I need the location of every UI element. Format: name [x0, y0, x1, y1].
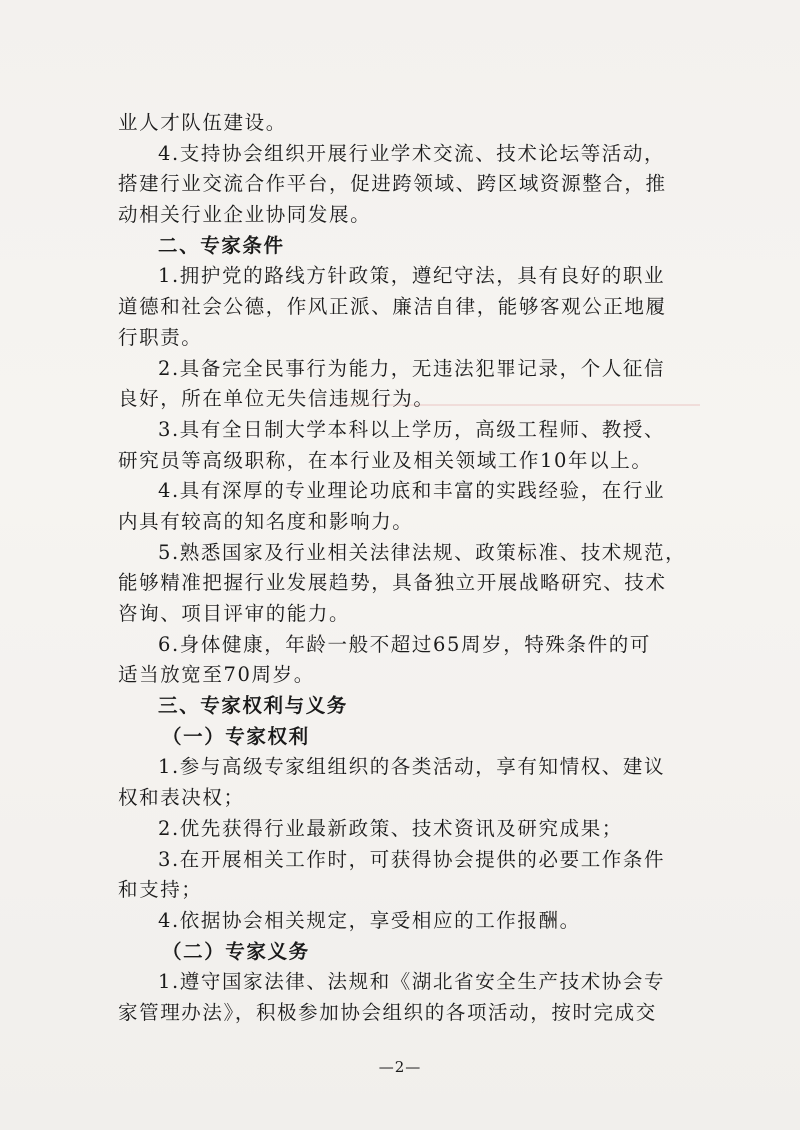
paragraph-continuation-line: 和支持； [118, 878, 203, 902]
paragraph-continuation-line: 搭建行业交流合作平台，促进跨领域、跨区域资源整合，推 [118, 172, 667, 196]
subsection-heading: （一）专家权利 [162, 724, 310, 748]
subsection-heading: （二）专家义务 [162, 939, 310, 963]
paragraph-start-line: 3.在开展相关工作时，可获得协会提供的必要工作条件 [158, 847, 666, 871]
paragraph-continuation-line: 权和表决权； [118, 786, 245, 810]
paragraph-continuation-line: 业人才队伍建设。 [118, 111, 287, 134]
page-number: —2— [378, 1058, 422, 1076]
paragraph-continuation-line: 动相关行业企业协同发展。 [118, 203, 372, 227]
paragraph-continuation-line: 家管理办法》，积极参加协会组织的各项活动，按时完成交 [118, 1000, 657, 1024]
paragraph-continuation-line: 适当放宽至70周岁。 [118, 663, 315, 687]
paragraph-continuation-line: 行职责。 [118, 325, 203, 349]
paragraph-continuation-line: 内具有较高的知名度和影响力。 [118, 509, 414, 533]
document-body [118, 108, 698, 1029]
paragraph-start-line: 1.参与高级专家组组织的各类活动，享有知情权、建议 [158, 755, 666, 779]
paragraph-start-line: 1.拥护党的路线方针政策，遵纪守法，具有良好的职业 [158, 264, 666, 288]
paragraph-continuation-line: 咨询、项目评审的能力。 [118, 602, 351, 625]
paragraph-start-line: 4.具有深厚的专业理论功底和丰富的实践经验，在行业 [158, 479, 666, 503]
paragraph-start-line: 5.熟悉国家及行业相关法律法规、政策标准、技术规范， [158, 540, 687, 564]
paragraph-start-line: 4.支持协会组织开展行业学术交流、技术论坛等活动， [158, 141, 666, 165]
paragraph-continuation-line: 道德和社会公德，作风正派、廉洁自律，能够客观公正地履 [118, 295, 667, 319]
paragraph-continuation-line: 良好，所在单位无失信违规行为。 [118, 387, 435, 411]
paragraph-start-line: 2.优先获得行业最新政策、技术资讯及研究成果； [158, 816, 623, 840]
paragraph-continuation-line: 能够精准把握行业发展趋势，具备独立开展战略研究、技术 [118, 571, 667, 595]
section-heading: 二、专家条件 [158, 233, 285, 257]
paragraph-start-line: 3.具有全日制大学本科以上学历，高级工程师、教授、 [158, 417, 666, 441]
paragraph-start-line: 6.身体健康，年龄一般不超过65周岁，特殊条件的可 [158, 632, 651, 656]
paragraph-start-line: 4.依据协会相关规定，享受相应的工作报酬。 [158, 908, 581, 932]
paragraph-start-line: 2.具备完全民事行为能力，无违法犯罪记录，个人征信 [158, 356, 666, 380]
section-heading: 三、专家权利与义务 [158, 694, 348, 718]
paragraph-continuation-line: 研究员等高级职称，在本行业及相关领域工作10年以上。 [118, 448, 653, 472]
paragraph-start-line: 1.遵守国家法律、法规和《湖北省安全生产技术协会专 [158, 970, 666, 994]
